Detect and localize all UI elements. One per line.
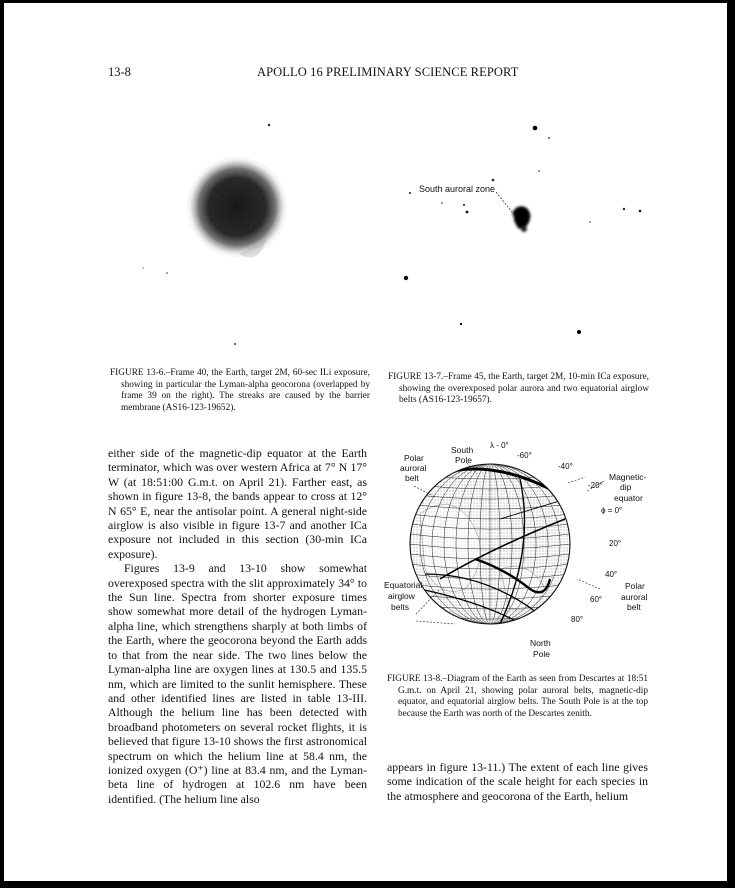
label-minus-40: -40° (558, 462, 573, 471)
figure-13-6-image (109, 108, 379, 358)
svg-text:Polar auroral belt: Polar auroral belt (621, 581, 648, 612)
south-auroral-zone-label: South auroral zone (419, 184, 496, 194)
label-minus-20: -20° (588, 481, 603, 490)
running-header (4, 65, 727, 81)
south-pole-label-line2: Pole (455, 455, 473, 465)
svg-text:North Pole: North Pole (530, 638, 551, 659)
label-plus-60: 60° (590, 595, 603, 604)
lambda-zero-label: λ - 0° (490, 441, 509, 450)
earth-aurora-blob (512, 206, 530, 232)
paragraph: either side of the magnetic-dip equator at the Earth terminator, which was over western Africa at 7° N 17° W (at 18:51:00 G.m.t. on April 21). Farther east, as shown in figure 13-8, the bands appear to cross at 12° N 65° E, near the antisolar point. A general night-side airglow is also visible in figure 13-7 and another ICa exposure not included in this section (30-min ICa exposure). (108, 446, 367, 561)
page-number: 13-8 (108, 65, 131, 79)
figure-13-8-caption: FIGURE 13-8.–Diagram of the Earth as seen from Descartes at 18:51 G.m.t. on April 21, showing polar auroral belts, magnetic-dip equator, and equatorial airglow belts. The South Pole is at the top because the Earth was north of the Descartes zenith. (387, 674, 648, 719)
paragraph: Figures 13-9 and 13-10 show somewhat overexposed spectra with the slit approximately 34° to the Sun line. Spectra from shorter exposure times show somewhat more detail of the hydrogen Lyman-alpha line, which strengthens sharply at both limbs of the Earth, where the geocorona beyond the Earth adds to that from the near side. The two lines below the Lyman-alpha line are oxygen lines at 130.5 and 135.5 nm, which are limited to the sunlit hemisphere. These and other identified lines are listed in table 13-III. Although the helium line has been detected with broadband photometers on several rocket flights, it is believed that figure 13-10 shows the first astronomical spectrum on which the helium line at 58.4 nm, the ionized oxygen (O⁺) line at 83.4 nm, and the Lyman-beta line of hydrogen at 102.6 nm have been identified. (The helium line also (108, 561, 367, 806)
body-column-left (108, 446, 367, 806)
document-page (4, 3, 727, 881)
south-pole-label-line1: South (451, 445, 474, 455)
body-column-right (387, 760, 648, 803)
figure-13-7-caption: FIGURE 13-7.–Frame 45, the Earth, target 2M, 10-min ICa exposure, showing the overexposed polar aurora and two equatorial airglow belts (AS16-123-19657). (388, 372, 649, 406)
label-minus-60: -60° (517, 451, 532, 460)
report-title: APOLLO 16 PRELIMINARY SCIENCE REPORT (257, 65, 519, 79)
svg-text:Polar auroral belt: Polar auroral belt (400, 453, 427, 483)
figure-13-6-caption: FIGURE 13-6.–Frame 40, the Earth, target 2M, 60-sec ILi exposure, showing in particular the Lyman-alpha geocorona (overlapped by frame 39 on the right). The streaks are caused by the barrier membrane (AS16-123-19652). (110, 368, 370, 413)
label-plus-20: 20° (609, 539, 622, 548)
paragraph: appears in figure 13-11.) The extent of each line gives some indication of the scale height for each species in the atmosphere and geocorona of the Earth, helium (387, 760, 648, 803)
label-plus-40: 40° (605, 570, 618, 579)
figure-13-7-image (394, 108, 659, 358)
phi-zero-label: ϕ = 0° (601, 506, 623, 515)
label-plus-80: 80° (571, 615, 584, 624)
svg-text:Magnetic- dip equa: Magnetic- dip equator (609, 472, 647, 503)
svg-text:South Pole (451, 445, 476, 465)
figure-13-8-diagram (380, 439, 655, 671)
svg-text:Equatorial airglow: Equatorial airglow belts (384, 580, 423, 612)
